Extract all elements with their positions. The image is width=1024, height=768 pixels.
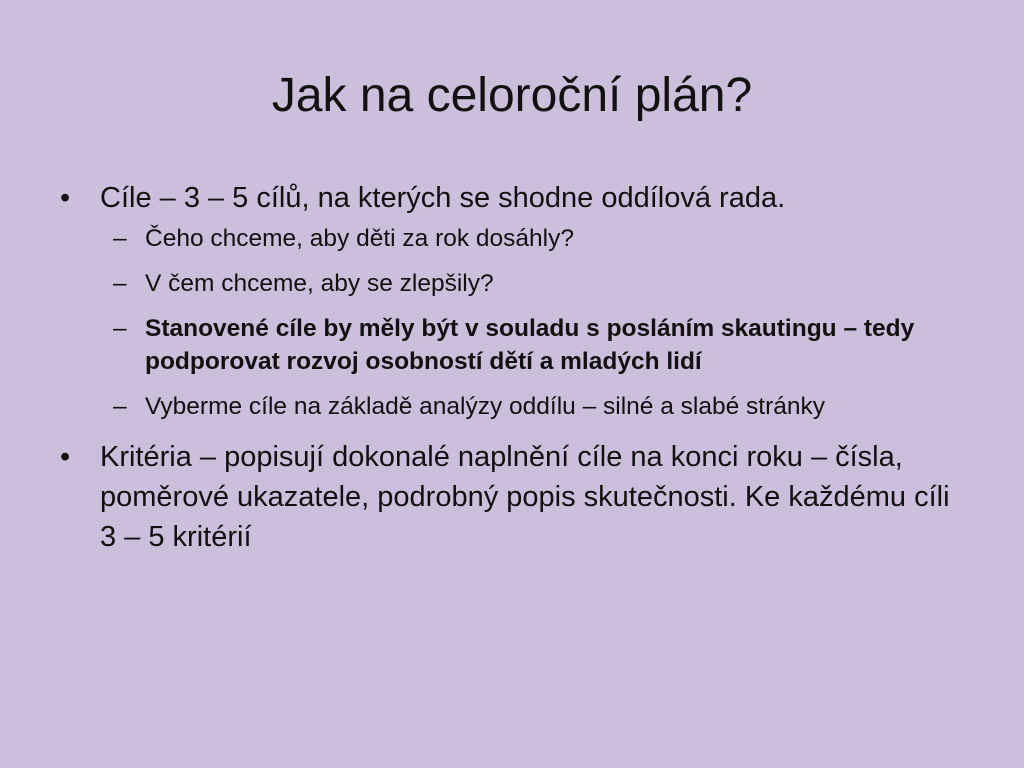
bullet-marker: • xyxy=(60,441,71,473)
sub-list-goals xyxy=(60,222,970,423)
bullet-marker: • xyxy=(60,182,71,214)
sub-item-analysis xyxy=(60,390,970,423)
bullet-criteria xyxy=(60,437,970,557)
sub-text: Stanovené cíle by měly být v souladu s posláním skautingu – tedy podporovat rozvoj osobností dětí a mladých lidí xyxy=(145,315,915,375)
sub-marker: – xyxy=(113,225,127,252)
sub-marker: – xyxy=(113,270,127,297)
slide-title: Jak na celoroční plán? xyxy=(271,69,753,122)
sub-text: Vyberme cíle na základě analýzy oddílu – silné a slabé stránky xyxy=(145,393,826,420)
sub-item-question-1 xyxy=(60,222,970,255)
sub-marker: – xyxy=(113,315,127,342)
sub-text: Čeho chceme, aby děti za rok dosáhly? xyxy=(145,225,574,252)
sub-item-mission xyxy=(60,312,970,378)
bullet-text: Kritéria – popisují dokonalé naplnění cíle na konci roku – čísla, poměrové ukazatele, podrobný popis skutečnosti. Ke každému cíli 3 – 5 kritérií xyxy=(100,441,950,553)
bullet-goals xyxy=(60,178,970,218)
sub-marker: – xyxy=(113,393,127,420)
slide-content xyxy=(60,178,970,557)
sub-item-question-2 xyxy=(60,267,970,300)
bullet-text: Cíle – 3 – 5 cílů, na kterých se shodne oddílová rada. xyxy=(100,182,786,214)
sub-text: V čem chceme, aby se zlepšily? xyxy=(145,270,494,297)
